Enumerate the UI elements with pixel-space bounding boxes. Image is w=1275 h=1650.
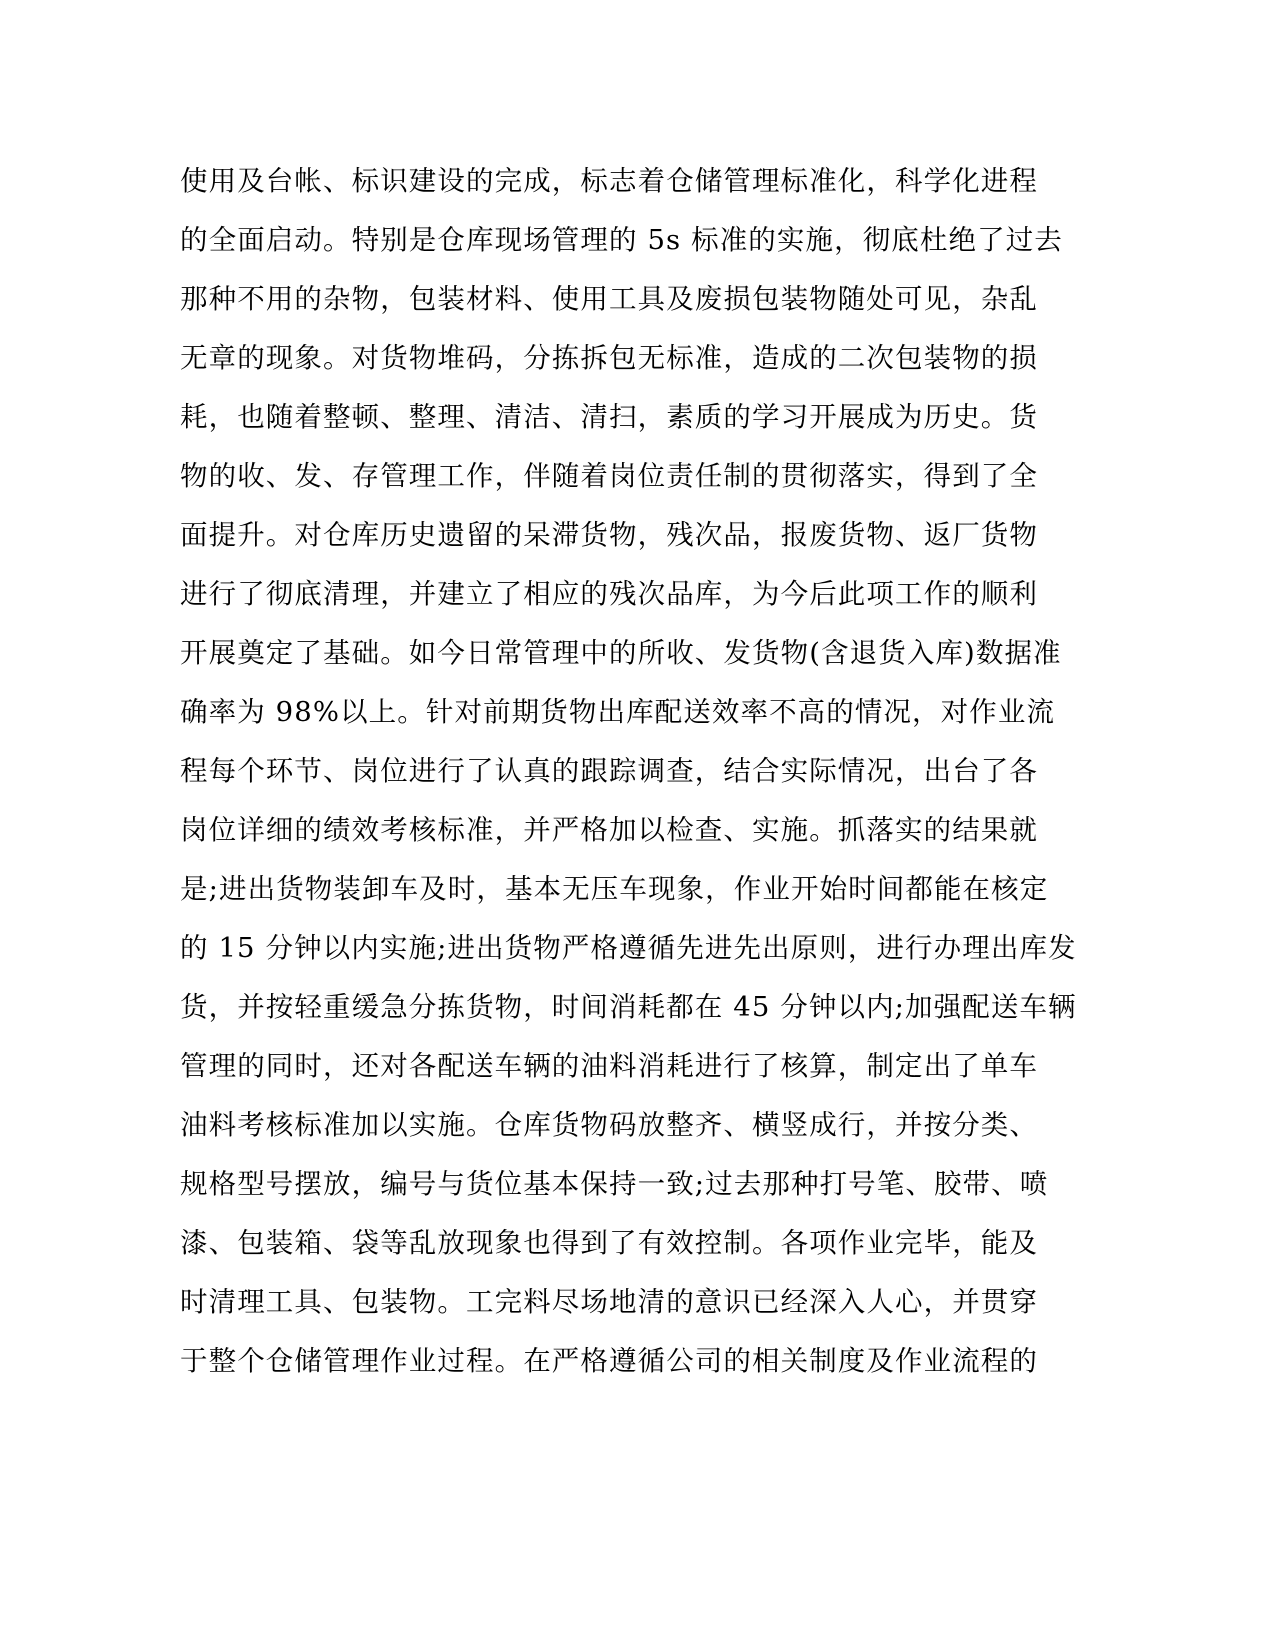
text-line: 货，并按轻重缓急分拣货物，时间消耗都在 45 分钟以内;加强配送车辆 xyxy=(180,991,1077,1023)
text-line: 的全面启动。特别是仓库现场管理的 5s 标准的实施，彻底杜绝了过去 xyxy=(180,224,1063,256)
text-line: 管理的同时，还对各配送车辆的油料消耗进行了核算，制定出了单车 xyxy=(180,1050,1038,1082)
text-line: 耗，也随着整顿、整理、清洁、清扫，素质的学习开展成为历史。货 xyxy=(180,401,1038,433)
text-line: 确率为 98%以上。针对前期货物出库配送效率不高的情况，对作业流 xyxy=(180,696,1056,728)
text-line: 物的收、发、存管理工作，伴随着岗位责任制的贯彻落实，得到了全 xyxy=(180,460,1038,492)
text-line: 时清理工具、包装物。工完料尽场地清的意识已经深入人心，并贯穿 xyxy=(180,1286,1038,1318)
text-line: 开展奠定了基础。如今日常管理中的所收、发货物(含退货入库)数据准 xyxy=(180,637,1062,669)
text-line: 程每个环节、岗位进行了认真的跟踪调查，结合实际情况，出台了各 xyxy=(180,755,1038,787)
text-line: 岗位详细的绩效考核标准，并严格加以检查、实施。抓落实的结果就 xyxy=(180,814,1038,846)
text-line: 的 15 分钟以内实施;进出货物严格遵循先进先出原则，进行办理出库发 xyxy=(180,932,1077,964)
text-line: 是;进出货物装卸车及时，基本无压车现象，作业开始时间都能在核定 xyxy=(180,873,1049,905)
text-line: 无章的现象。对货物堆码，分拣拆包无标准，造成的二次包装物的损 xyxy=(180,342,1038,374)
text-line: 漆、包装箱、袋等乱放现象也得到了有效控制。各项作业完毕，能及 xyxy=(180,1227,1038,1259)
text-line: 于整个仓储管理作业过程。在严格遵循公司的相关制度及作业流程的 xyxy=(180,1345,1038,1377)
text-line: 油料考核标准加以实施。仓库货物码放整齐、横竖成行，并按分类、 xyxy=(180,1109,1038,1141)
body-paragraph xyxy=(180,158,1077,1397)
text-line: 使用及台帐、标识建设的完成，标志着仓储管理标准化，科学化进程 xyxy=(180,165,1038,197)
text-line: 那种不用的杂物，包装材料、使用工具及废损包装物随处可见，杂乱 xyxy=(180,283,1038,315)
text-line: 进行了彻底清理，并建立了相应的残次品库，为今后此项工作的顺利 xyxy=(180,578,1038,610)
text-line: 面提升。对仓库历史遗留的呆滞货物，残次品，报废货物、返厂货物 xyxy=(180,519,1038,551)
text-line: 规格型号摆放，编号与货位基本保持一致;过去那种打号笔、胶带、喷 xyxy=(180,1168,1049,1200)
